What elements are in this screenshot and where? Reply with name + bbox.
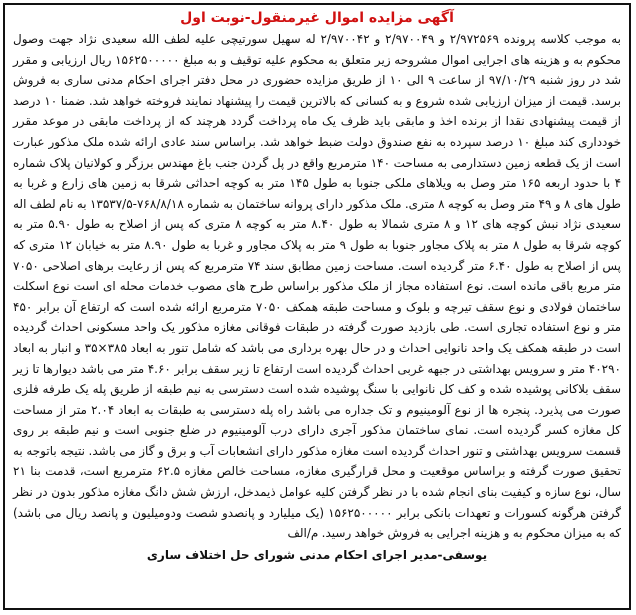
auction-notice [3,3,631,610]
notice-body: به موجب کلاسه پرونده ۲/۹۷۲۵۶۹ و ۲/۹۷۰۰۴۹ و ۲/۹۷۰۰۴۲ له سهیل سورتیچی علیه لطف الله سعیدی نژاد جهت وصول محکوم به و هزینه های اجرایی اموال مشروحه زیر متعلق به محکوم علیه توقیف و به مبلغ ۱۵۶۲۵۰۰۰۰۰ ریال ارزیابی و مقرر شد در روز شنبه ۹۷/۱۰/۲۹ از ساعت ۹ الی ۱۰ از طریق مزایده حضوری در محل دفتر اجرای احکام مدنی ساری به فروش برسد. قیمت از میزان ارزیابی شده شروع و به کسانی که بالاترین قیمت را پیشنهاد نمایند فروخته خواهد شد. ضمنا ۱۰ درصد از قیمت پیشنهادی نقدا از برنده اخذ و مابقی باید ظرف یک ماه پرداخت گردد هرچند که از پرداخت مابقی در موعد مقرر خودداری کند مبلغ ۱۰ درصد سپرده به نفع صندوق دولت ضبط خواهد شد. براساس سند عادی ارائه شده ملک مذکور عبارت است از یک قطعه زمین دستدارمی به مساحت ۱۴۰ مترمربع واقع در پل گردن جنب باغ مهندس برزگر و کولانیان پلاک شماره ۴ با حدود اربعه ۱۶۵ متر وصل به ویلاهای ملکی جنوبا به طول ۱۴۵ متر به کوچه احداثی شرقا به زمین های زارع و غربا به طول های ۸ و ۴۹ متر وصل به کوچه ۸ متری. ملک مذکور دارای پروانه ساختمان به شماره ۷۶۸/۸/۱۸-۱۳۵۳۷/۵ به نام لطف اله سعیدی نژاد نبش کوچه های ۱۲ و ۸ متری شمالا به طول ۸.۴۰ متر به کوچه ۸ متری که پس از اصلاح به طول ۵.۹۰ متر به کوچه شرقا به طول ۸ متر به پلاک مجاور جنوبا به طول ۹ متر به پلاک مجاور و غربا به طول ۸.۹۰ متر به خیابان ۱۲ متری که پس از اصلاح به طول ۶.۴۰ متر گردیده است. مساحت زمین مطابق سند ۷۴ مترمربع که پس از رعایت برهای اصلاحی ۷۰۵۰ متر مربع باقی مانده است. نوع استفاده مجاز از ملک مذکور براساس طرح های مصوب خدمات محله ای است نوع اسکلت ساختمان فولادی و نوع سقف تیرچه و بلوک و مساحت طبقه همکف ۷۰۵۰ مترمربع ارائه شده است که ارتفاع آن برابر ۴۵۰ متر و نوع استفاده تجاری است. طی بازدید صورت گرفته در طبقات فوقانی مغازه مذکور یک واحد مسکونی احداث گردیده است در طبقه همکف یک واحد نانوایی احداث و در حال بهره برداری می باشد که شامل تنور به ابعاد ۳۸۵×۳۵ و انبار به ابعاد ۴۰۲۹۰ متر و سرویس بهداشتی در جبهه غربی احداث گردیده است ارتفاع تا زیر سقف برابر ۴.۶۰ متر می باشد دیوارها تا زیر سقف بلاکانی پوشیده شده و کف کل نانوایی با سنگ پوشیده شده است دسترسی به نیم طبقه از طریق پله یک طرفه فلزی صورت می پذیرد. پنجره ها از نوع آلومینیوم و تک جداره می باشد راه پله دسترسی به طبقات به ابعاد ۲.۰۴ متر از مساحت کل مغازه کسر گردیده است. نمای ساختمان مذکور آجری دارای درب آلومینیوم در ضلع جنوبی است و نیم طبقه بر روی قسمت سرویس بهداشتی و تنور احداث گردیده است مغازه مذکور دارای انشعابات آب و برق و گاز می باشد. نتیجه باتوجه به تحقیق صورت گرفته و براساس موقعیت و محل قرارگیری مغازه، مساحت خالص مغازه ۶۲.۵ مترمربع است، قدمت بنا ۲۱ سال، نوع سازه و کیفیت بنای انجام شده با در نظر گرفتن کلیه عوامل ذیمدخل، ارزش شش دانگ مغازه مذکور بدون در نظر گرفتن هرگونه کسورات و تعهدات بانکی برابر ۱۵۶۲۵۰۰۰۰۰ (یک میلیارد و پانصدو شصت ودومیلیون و پانصد ریال می باشد) که به میزان محکوم به و هزینه اجرایی به فروش خواهد رسید. م/الف [13,32,622,541]
notice-signature: یوسفی-مدیر اجرای احکام مدنی شورای حل اختلاف ساری [146,547,488,562]
notice-title: آگهی مزایده اموال غیرمنقول-نوبت اول [180,10,454,26]
